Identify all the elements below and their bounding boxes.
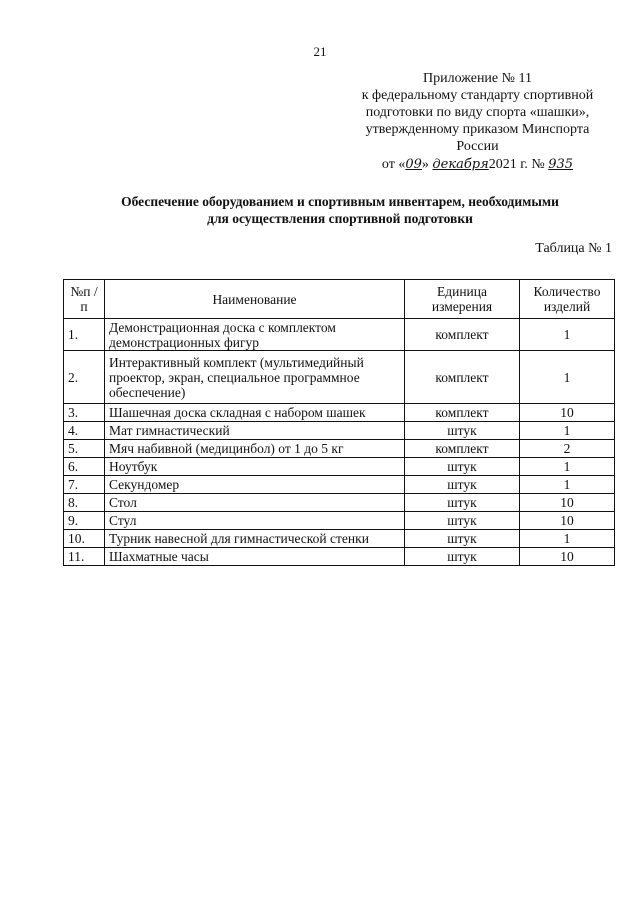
- cell-name: Мат гимнастический: [105, 422, 405, 440]
- cell-qty: 1: [520, 319, 615, 351]
- table-row: [64, 494, 615, 512]
- table-row: [64, 404, 615, 422]
- handwritten-month: декабря: [432, 157, 489, 172]
- appendix-line: России: [456, 139, 499, 154]
- cell-num: 3.: [64, 404, 105, 422]
- table-row: [64, 440, 615, 458]
- cell-num: 2.: [64, 351, 105, 404]
- cell-unit: комплект: [405, 319, 520, 351]
- cell-unit: комплект: [405, 440, 520, 458]
- cell-name: Турник навесной для гимнастической стенки: [105, 530, 405, 548]
- title-line: Обеспечение оборудованием и спортивным инвентарем, необходимыми: [121, 194, 559, 209]
- title-line: для осуществления спортивной подготовки: [207, 211, 473, 226]
- cell-qty: 1: [520, 476, 615, 494]
- cell-qty: 10: [520, 512, 615, 530]
- cell-unit: штук: [405, 530, 520, 548]
- cell-name: Интерактивный комплект (мультимедийный проектор, экран, специальное программное обеспечение): [105, 351, 405, 404]
- table-row: [64, 512, 615, 530]
- table-header-row: [64, 280, 615, 319]
- handwritten-day: 09: [405, 157, 422, 172]
- appendix-line: Приложение № 11: [423, 71, 532, 86]
- cell-unit: штук: [405, 494, 520, 512]
- appendix-line: подготовки по виду спорта «шашки»,: [365, 105, 590, 120]
- cell-num: 11.: [64, 548, 105, 566]
- cell-name: Демонстрационная доска с комплектом демонстрационных фигур: [105, 319, 405, 351]
- table-row: [64, 530, 615, 548]
- cell-qty: 10: [520, 548, 615, 566]
- cell-unit: штук: [405, 476, 520, 494]
- table-row: [64, 422, 615, 440]
- cell-unit: штук: [405, 548, 520, 566]
- cell-unit: штук: [405, 422, 520, 440]
- cell-qty: 1: [520, 458, 615, 476]
- cell-qty: 10: [520, 494, 615, 512]
- cell-num: 1.: [64, 319, 105, 351]
- table-row: [64, 548, 615, 566]
- cell-num: 8.: [64, 494, 105, 512]
- cell-name: Ноутбук: [105, 458, 405, 476]
- date-year: 2021 г. №: [488, 157, 549, 172]
- document-title: [60, 193, 620, 227]
- cell-name: Шашечная доска складная с набором шашек: [105, 404, 405, 422]
- appendix-line: утвержденному приказом Минспорта: [365, 122, 590, 137]
- table-label: Таблица № 1: [535, 241, 612, 256]
- cell-num: 4.: [64, 422, 105, 440]
- cell-num: 9.: [64, 512, 105, 530]
- page-number: 21: [313, 44, 327, 59]
- cell-name: Мяч набивной (медицинбол) от 1 до 5 кг: [105, 440, 405, 458]
- cell-name: Стол: [105, 494, 405, 512]
- cell-unit: комплект: [405, 404, 520, 422]
- date-prefix: от «: [381, 157, 406, 172]
- table-row: [64, 319, 615, 351]
- cell-unit: штук: [405, 512, 520, 530]
- cell-qty: 1: [520, 422, 615, 440]
- equipment-table: [63, 279, 615, 566]
- header-unit: Единица измерения: [405, 280, 520, 319]
- cell-unit: штук: [405, 458, 520, 476]
- cell-name: Секундомер: [105, 476, 405, 494]
- cell-num: 7.: [64, 476, 105, 494]
- order-date-line: [340, 156, 615, 173]
- cell-name: Шахматные часы: [105, 548, 405, 566]
- cell-num: 6.: [64, 458, 105, 476]
- cell-num: 10.: [64, 530, 105, 548]
- header-name: Наименование: [105, 280, 405, 319]
- table-row: [64, 458, 615, 476]
- cell-qty: 10: [520, 404, 615, 422]
- table-row: [64, 351, 615, 404]
- appendix-header: [340, 70, 615, 173]
- date-mid: »: [421, 157, 433, 172]
- cell-name: Стул: [105, 512, 405, 530]
- header-qty: Количество изделий: [520, 280, 615, 319]
- cell-qty: 2: [520, 440, 615, 458]
- cell-qty: 1: [520, 351, 615, 404]
- cell-qty: 1: [520, 530, 615, 548]
- header-num: №п /п: [64, 280, 105, 319]
- appendix-line: к федеральному стандарту спортивной: [361, 88, 594, 103]
- handwritten-order-number: 935: [548, 157, 574, 172]
- cell-unit: комплект: [405, 351, 520, 404]
- table-row: [64, 476, 615, 494]
- cell-num: 5.: [64, 440, 105, 458]
